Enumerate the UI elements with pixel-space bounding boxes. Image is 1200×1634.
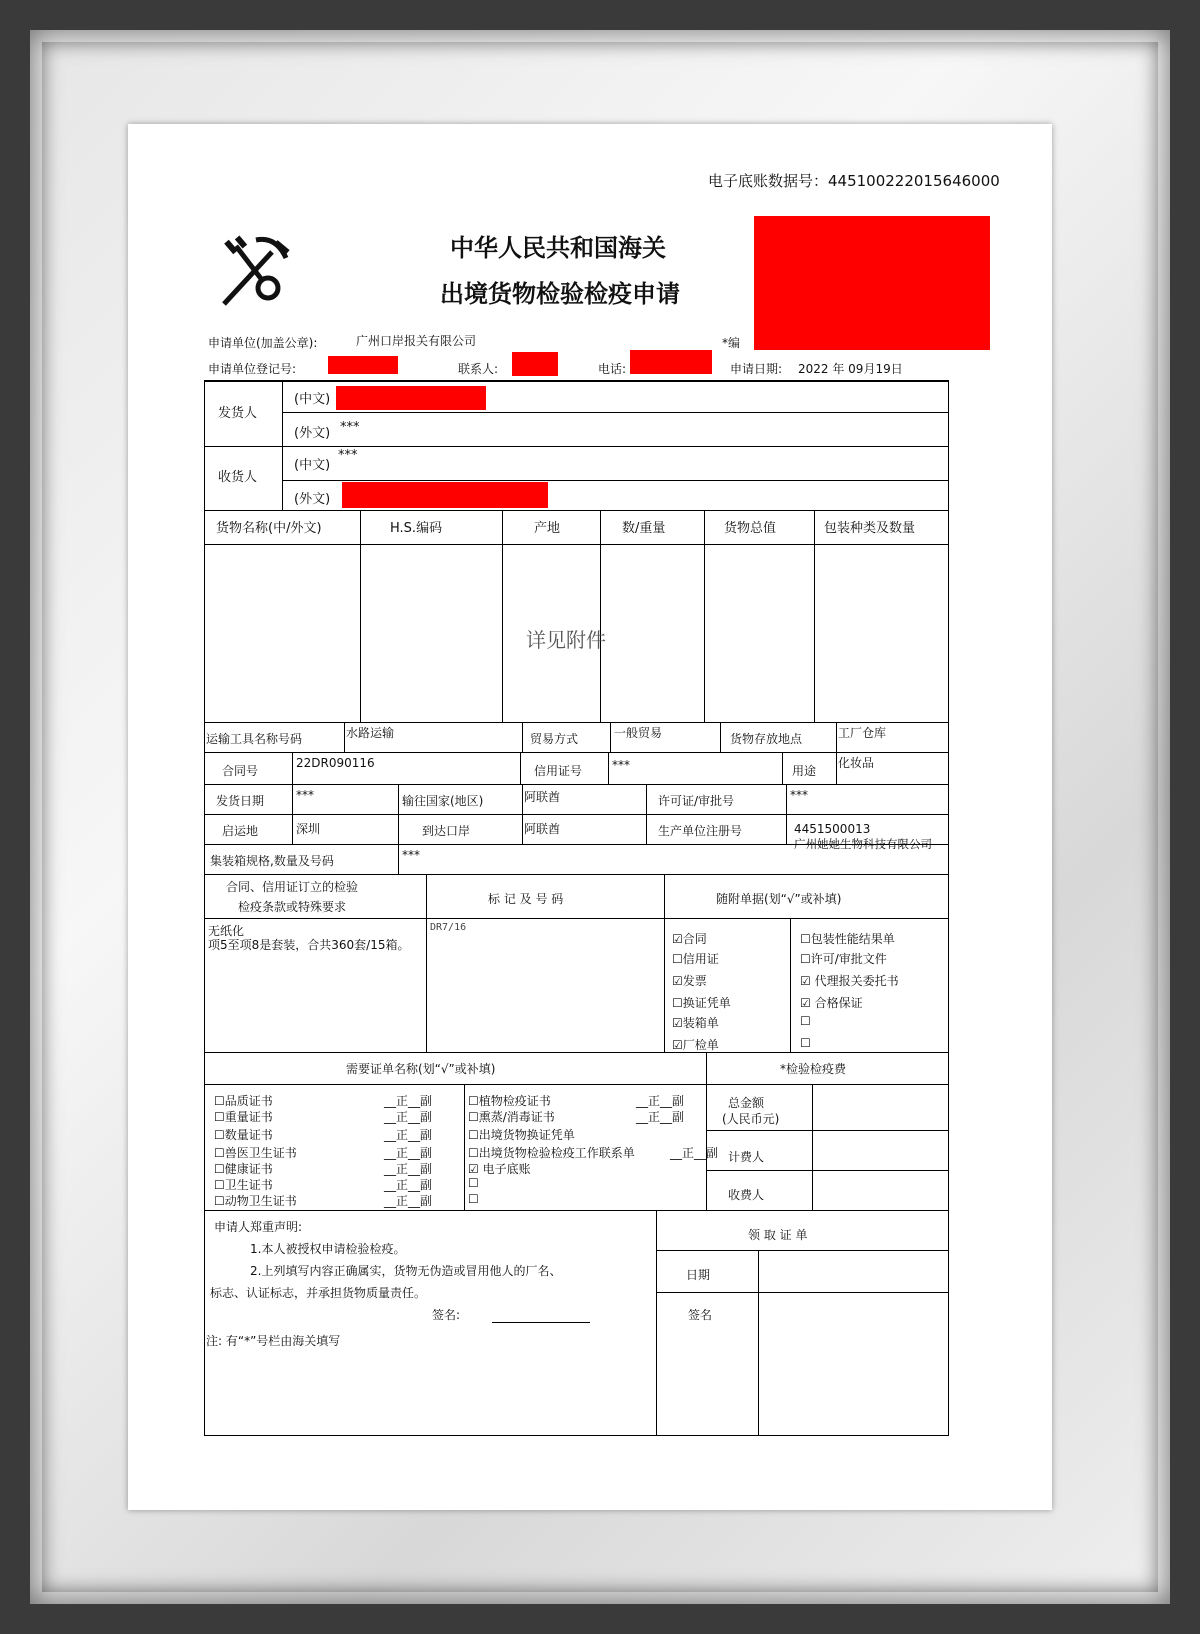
goods-header-name: 货物名称(中/外文) — [216, 521, 322, 536]
divider — [204, 814, 949, 815]
table-border-bottom — [204, 1435, 949, 1436]
divider — [204, 1210, 949, 1211]
divider — [812, 1084, 813, 1210]
applicant-unit-label: 申请单位(加盖公章): — [208, 336, 318, 350]
goods-header-value: 货物总值 — [724, 521, 777, 536]
doc-permit[interactable]: ☐许可/审批文件 — [800, 952, 887, 966]
shipper-foreign-label: (外文) — [294, 426, 331, 441]
divider — [204, 874, 949, 875]
doc-lc[interactable]: ☐信用证 — [672, 952, 719, 966]
use-label: 用途 — [792, 764, 817, 778]
signature-line[interactable] — [492, 1322, 590, 1323]
copies-8: __正__副 — [636, 1094, 685, 1108]
divider — [790, 918, 791, 1052]
req-label-2: 检疫条款或特殊要求 — [238, 900, 347, 914]
cert-veterinary[interactable]: ☐兽医卫生证书 — [214, 1146, 297, 1160]
cert-quality[interactable]: ☐品质证书 — [214, 1094, 273, 1108]
copies-7: __正__副 — [384, 1194, 433, 1208]
divider — [204, 1084, 949, 1085]
cert-contact-sheet[interactable]: ☐出境货物检验检疫工作联系单 — [468, 1146, 635, 1160]
shipper-label: 发货人 — [218, 406, 258, 421]
arrive-label: 到达口岸 — [422, 824, 471, 838]
copies-6: __正__副 — [384, 1178, 433, 1192]
divider — [520, 752, 521, 784]
divider — [344, 722, 345, 752]
doc-blank-2[interactable]: ☐ — [800, 1036, 811, 1050]
marks-label: 标 记 及 号 码 — [488, 892, 564, 906]
divider — [646, 784, 647, 844]
doc-agency[interactable]: ☑ 代理报关委托书 — [800, 974, 899, 988]
table-border-left — [204, 380, 205, 1436]
consignee-label: 收货人 — [218, 470, 258, 485]
divider — [522, 784, 523, 844]
certs-label: 需要证单名称(划“√”或补填) — [346, 1062, 496, 1076]
depart-value: 深圳 — [296, 822, 321, 836]
divider — [608, 752, 609, 784]
goods-header-origin: 产地 — [534, 521, 561, 536]
collect-label: 收费人 — [728, 1188, 765, 1202]
docs-label: 随附单据(划“√”或补填) — [716, 892, 842, 906]
storage-value: 工厂仓库 — [838, 726, 887, 740]
lc-value: *** — [612, 758, 630, 772]
customs-emblem-icon — [216, 232, 296, 312]
decl-3: 标志、认证标志，并承担货物质量责任。 — [210, 1286, 427, 1300]
divider — [292, 784, 293, 844]
container-value: *** — [402, 848, 420, 862]
divider — [758, 1250, 759, 1436]
redacted-shipper-cn — [336, 386, 486, 410]
redacted-block — [754, 216, 990, 350]
doc-packing[interactable]: ☑装箱单 — [672, 1016, 719, 1030]
divider — [282, 480, 949, 481]
cert-exchange-voucher[interactable]: ☐出境货物换证凭单 — [468, 1128, 575, 1142]
divider — [656, 1292, 949, 1293]
cert-health[interactable]: ☐健康证书 — [214, 1162, 273, 1176]
cert-quantity[interactable]: ☐数量证书 — [214, 1128, 273, 1142]
divider — [204, 1052, 949, 1053]
doc-blank-1[interactable]: ☐ — [800, 1014, 811, 1028]
cert-weight[interactable]: ☐重量证书 — [214, 1110, 273, 1124]
doc-conformity[interactable]: ☑ 合格保证 — [800, 996, 863, 1010]
divider — [610, 722, 611, 752]
copies-1: __正__副 — [384, 1094, 433, 1108]
divider — [502, 510, 503, 722]
declaration-form — [128, 124, 1052, 1510]
fee-label: *检验检疫费 — [780, 1062, 847, 1076]
goods-header-hs: H.S.编码 — [390, 521, 443, 536]
goods-header-qty: 数/重量 — [622, 521, 666, 536]
divider — [814, 510, 815, 722]
goods-header-pack: 包装种类及数量 — [824, 521, 916, 536]
cert-fumigation[interactable]: ☐熏蒸/消毒证书 — [468, 1110, 555, 1124]
copies-10: __正__副 — [670, 1146, 719, 1160]
req-value-1: 无纸化 — [208, 924, 245, 938]
producer-value2: 广州她她生物科技有限公司 — [794, 837, 932, 851]
apply-date-value: 2022 年 09月19日 — [798, 362, 903, 376]
lc-label: 信用证号 — [534, 764, 583, 778]
copies-3: __正__副 — [384, 1128, 433, 1142]
divider — [464, 1084, 465, 1210]
total-label-2: (人民币元) — [722, 1112, 780, 1126]
footnote: 注: 有“*”号栏由海关填写 — [206, 1334, 341, 1348]
phone-label: 电话: — [598, 362, 627, 376]
producer-value1: 4451500013 — [794, 822, 871, 836]
divider — [282, 412, 949, 413]
cert-animal-health[interactable]: ☐动物卫生证书 — [214, 1194, 297, 1208]
calc-label: 计费人 — [728, 1150, 765, 1164]
title-line1: 中华人民共和国海关 — [450, 234, 666, 262]
cert-sanitary[interactable]: ☐卫生证书 — [214, 1178, 273, 1192]
permit-label: 许可证/审批号 — [658, 794, 735, 808]
consignee-cn-value: *** — [338, 448, 358, 463]
divider — [522, 722, 523, 752]
copies-9: __正__副 — [636, 1110, 685, 1124]
permit-value: *** — [790, 788, 808, 802]
sign-label: 签名: — [432, 1308, 461, 1322]
cert-blank-1[interactable]: ☐ — [468, 1176, 479, 1190]
divider — [706, 1170, 949, 1171]
contract-label: 合同号 — [222, 764, 259, 778]
divider — [656, 1250, 949, 1251]
divider — [664, 874, 665, 1052]
divider — [706, 1130, 949, 1131]
divider — [204, 722, 949, 723]
decl-1: 1.本人被授权申请检验检疫。 — [250, 1242, 406, 1256]
dest-country-label: 输往国家(地区) — [402, 794, 484, 808]
transport-value: 水路运输 — [346, 726, 395, 740]
consignee-foreign-label: (外文) — [294, 492, 331, 507]
trade-label: 贸易方式 — [530, 732, 579, 746]
divider — [426, 874, 427, 1052]
divider — [204, 446, 949, 447]
copies-4: __正__副 — [384, 1146, 433, 1160]
redacted-phone — [630, 350, 712, 374]
ship-date-value: *** — [296, 788, 314, 802]
divider — [720, 722, 721, 752]
divider — [836, 722, 837, 752]
divider — [398, 844, 399, 874]
ship-date-label: 发货日期 — [216, 794, 265, 808]
redacted-reg-no — [328, 356, 398, 374]
container-label: 集装箱规格,数量及号码 — [210, 854, 334, 868]
doc-factory[interactable]: ☑厂检单 — [672, 1038, 719, 1052]
date-label: 日期 — [686, 1268, 711, 1282]
applicant-unit-value: 广州口岸报关有限公司 — [356, 334, 477, 348]
req-value-2: 项5至项8是套装，合共360套/15箱。 — [208, 938, 410, 952]
receipt-label: 领 取 证 单 — [748, 1228, 808, 1242]
divider — [292, 752, 293, 784]
reg-no-label: 申请单位登记号: — [208, 362, 297, 376]
redacted-contact — [512, 352, 558, 376]
sign2-label: 签名 — [688, 1308, 713, 1322]
cert-blank-2[interactable]: ☐ — [468, 1192, 479, 1206]
doc-invoice[interactable]: ☑发票 — [672, 974, 707, 988]
doc-packaging[interactable]: ☐包装性能结果单 — [800, 932, 895, 946]
title-line2: 出境货物检验检疫申请 — [440, 280, 680, 308]
storage-label: 货物存放地点 — [730, 732, 803, 746]
code-label: *编 — [722, 336, 741, 350]
divider — [600, 510, 601, 722]
dest-country-value: 阿联酋 — [524, 790, 561, 804]
consignee-cn-label: (中文) — [294, 458, 331, 473]
goods-note: 详见附件 — [526, 628, 606, 652]
divider — [204, 544, 949, 545]
divider — [704, 510, 705, 722]
decl-title: 申请人郑重声明: — [214, 1220, 303, 1234]
copies-5: __正__副 — [384, 1162, 433, 1176]
contract-value: 22DR090116 — [296, 756, 375, 770]
marks-value: DR7/16 — [430, 922, 467, 933]
divider — [204, 752, 949, 753]
arrive-value: 阿联酋 — [524, 822, 561, 836]
divider — [782, 752, 783, 784]
cert-phyto[interactable]: ☐植物检疫证书 — [468, 1094, 551, 1108]
total-label-1: 总金额 — [728, 1096, 765, 1110]
divider — [786, 784, 787, 844]
transport-label: 运输工具名称号码 — [206, 732, 303, 746]
cert-electronic[interactable]: ☑ 电子底账 — [468, 1162, 531, 1176]
divider — [398, 784, 399, 844]
depart-label: 启运地 — [222, 824, 259, 838]
divider — [204, 918, 949, 919]
trade-value: 一般贸易 — [614, 726, 663, 740]
divider — [204, 784, 949, 785]
divider — [656, 1210, 657, 1436]
copies-2: __正__副 — [384, 1110, 433, 1124]
doc-contract[interactable]: ☑合同 — [672, 932, 707, 946]
redacted-consignee-foreign — [342, 482, 548, 508]
decl-2: 2.上列填写内容正确属实，货物无伪造或冒用他人的厂名、 — [250, 1264, 562, 1278]
table-border-top — [204, 380, 949, 382]
doc-exchange[interactable]: ☐换证凭单 — [672, 996, 731, 1010]
use-value: 化妆品 — [838, 756, 875, 770]
serial-number: 电子底账数据号：445100222015646000 — [708, 172, 1000, 190]
divider — [836, 752, 837, 784]
divider — [360, 510, 361, 722]
contact-label: 联系人: — [458, 362, 499, 376]
req-label-1: 合同、信用证订立的检验 — [226, 880, 359, 894]
table-border-right — [948, 380, 949, 1436]
producer-label: 生产单位注册号 — [658, 824, 743, 838]
apply-date-label: 申请日期: — [730, 362, 783, 376]
divider — [204, 510, 949, 511]
shipper-foreign-value: *** — [340, 420, 360, 435]
shipper-cn-label: (中文) — [294, 392, 331, 407]
divider — [706, 1052, 707, 1210]
